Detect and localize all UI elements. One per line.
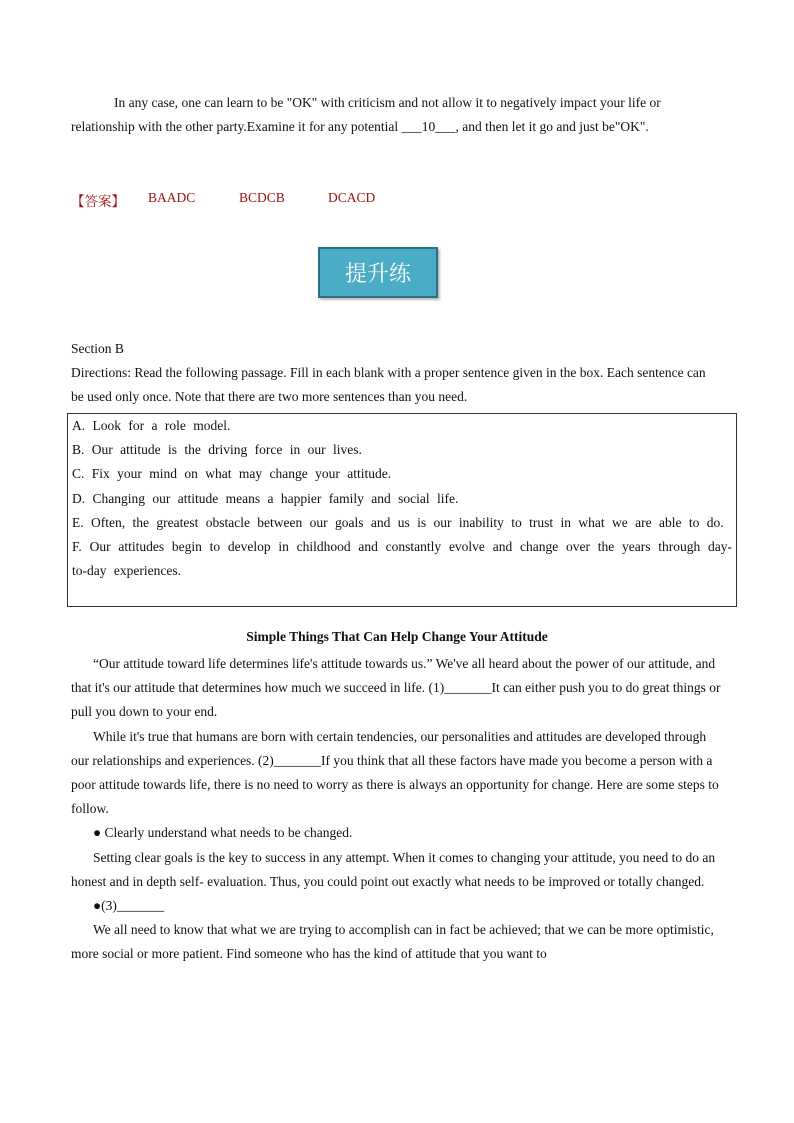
option-d: D. Changing our attitude means a happier family and social life.: [72, 490, 459, 506]
section-heading: Section B: [71, 341, 124, 356]
paragraph: “Our attitude toward life determines life's attitude towards us.” We've all heard about the power of our attitude, and that it's our attitude that determines how much we succeed in life. (1)_______It can either push you to do great things or pull you down to your end.: [71, 656, 721, 720]
section-banner: 提升练: [318, 247, 438, 298]
options-box: [67, 413, 737, 607]
directions: Directions: Read the following passage. Fill in each blank with a proper sentence given in the box. Each sentence can be used only once. Note that there are two more sentences than you need.: [71, 365, 706, 405]
passage-body: [71, 652, 721, 967]
step-heading: ● Clearly understand what needs to be changed.: [93, 825, 353, 841]
step-heading: ●(3)_______: [93, 898, 165, 914]
answer-group: DCACD: [328, 190, 376, 205]
intro-paragraph: In any case, one can learn to be "OK" with criticism and not allow it to negatively impact your life or relationship with the other party.Examine it for any potential ___10___, and then let it go and just be"OK".: [71, 95, 661, 135]
option-f: F. Our attitudes begin to develop in childhood and constantly evolve and change over the years through day-to-day experiences.: [72, 539, 732, 579]
answer-label: 【答案】: [71, 194, 125, 209]
option-c: C. Fix your mind on what may change your attitude.: [72, 466, 392, 482]
paragraph: We all need to know that what we are trying to accomplish can in fact be achieved; that we can be more optimistic, more social or more patient. Find someone who has the kind of attitude that you want to: [71, 922, 714, 962]
answer-group: BCDCB: [239, 190, 285, 205]
paragraph: While it's true that humans are born with certain tendencies, our personalities and attitudes are developed through our relationships and experiences. (2)_______If you think that all these factors have made you become a person with a poor attitude towards life, there is no need to worry as there is always an opportunity for change. Here are some steps to follow.: [71, 728, 719, 817]
passage-title: Simple Things That Can Help Change Your Attitude: [246, 629, 548, 644]
paragraph: Setting clear goals is the key to success in any attempt. When it comes to changing your attitude, you need to do an honest and in depth self- evaluation. Thus, you could point out exactly what needs to be improved or totally changed.: [71, 849, 716, 889]
answer-group: BAADC: [148, 190, 196, 205]
option-e: E. Often, the greatest obstacle between our goals and us is our inability to trust in what we are able to do.: [72, 514, 724, 530]
option-a: A. Look for a role model.: [72, 418, 231, 433]
option-b: B. Our attitude is the driving force in our lives.: [72, 442, 362, 458]
